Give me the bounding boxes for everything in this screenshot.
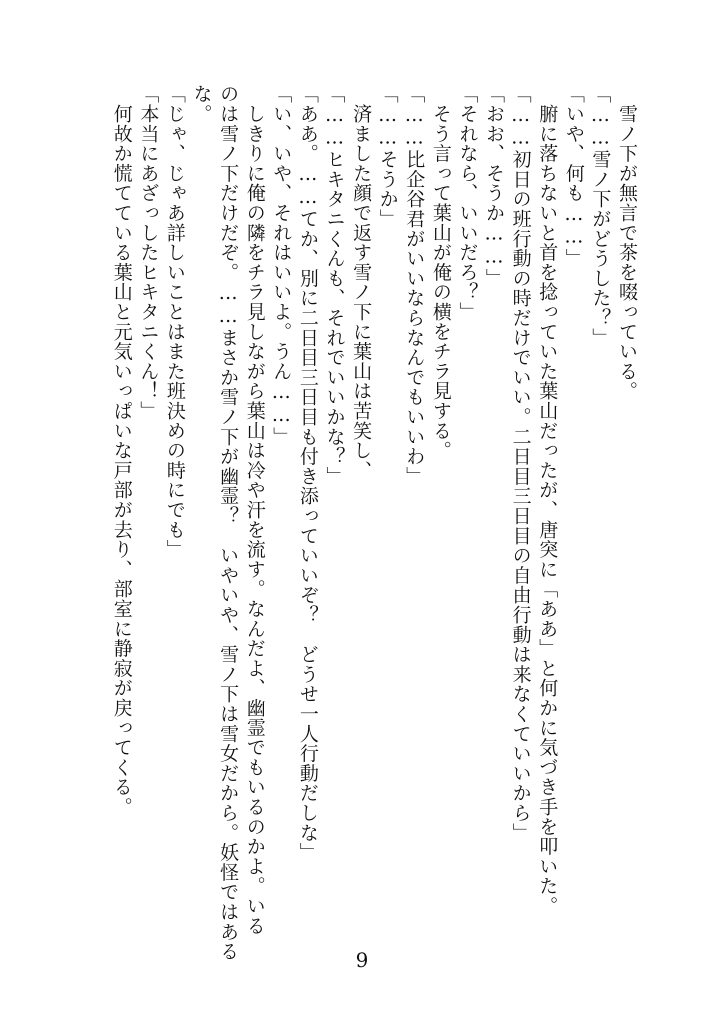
text-line: 「……そうか」 [376,84,399,229]
text-line: な。 [190,84,213,124]
text-line: のは雪ノ下だけだぞ。……まさか雪ノ下が幽霊？ いやいや、雪ノ下は雪女だから。妖怪ではある [217,84,240,962]
text-line: 「い、いや、それはいいよ。うん……」 [270,84,293,447]
text-line: しきりに俺の隣をチラ見しながら葉山は冷や汗を流す。なんだよ、幽霊でもいるのかよ。いる [243,84,266,936]
page-number: 9 [355,948,369,972]
text-line: 「……ヒキタニくんも、それでいいかな？」 [323,84,346,486]
text-line: 何故か慌てている葉山と元気いっぱいな戸部が去り、部室に静寂が戻ってくる。 [110,84,133,817]
text-line: 「……比企谷君がいいならなんでもいいわ」 [403,84,426,486]
text-line: 済ました顔で返す雪ノ下に葉山は苦笑し、 [350,84,373,480]
text-line: 「ああ。……てか、別に二日目三日目も付き添っていいぞ？ どうせ一人行動だしな」 [296,84,319,863]
text-line: 「おお、そうか……」 [483,84,506,288]
vertical-text-block [108,84,640,962]
text-line: 「いや、何も……」 [562,84,585,269]
text-line: そう言って葉山が俺の横をチラ見する。 [429,84,452,461]
text-line: 「……初日の班行動の時だけでいい。二日目三日目の自由行動は来なくていいから」 [509,84,532,843]
text-line: 腑に落ちないと首を捻っていた葉山だったが、唐突に「ああ」と何かに気づき手を叩いた。 [536,84,559,916]
text-line: 雪ノ下が無言で茶を啜っている。 [616,84,638,401]
text-line: 「それなら、いいだろ？」 [456,84,479,322]
text-line: 「本当にあざっしたヒキタニくん！」 [137,84,160,421]
text-line: 「……雪ノ下がどうした？」 [589,84,612,348]
text-line: 「じゃ、じゃあ詳しいことはまた班決めの時にでも」 [163,84,186,560]
